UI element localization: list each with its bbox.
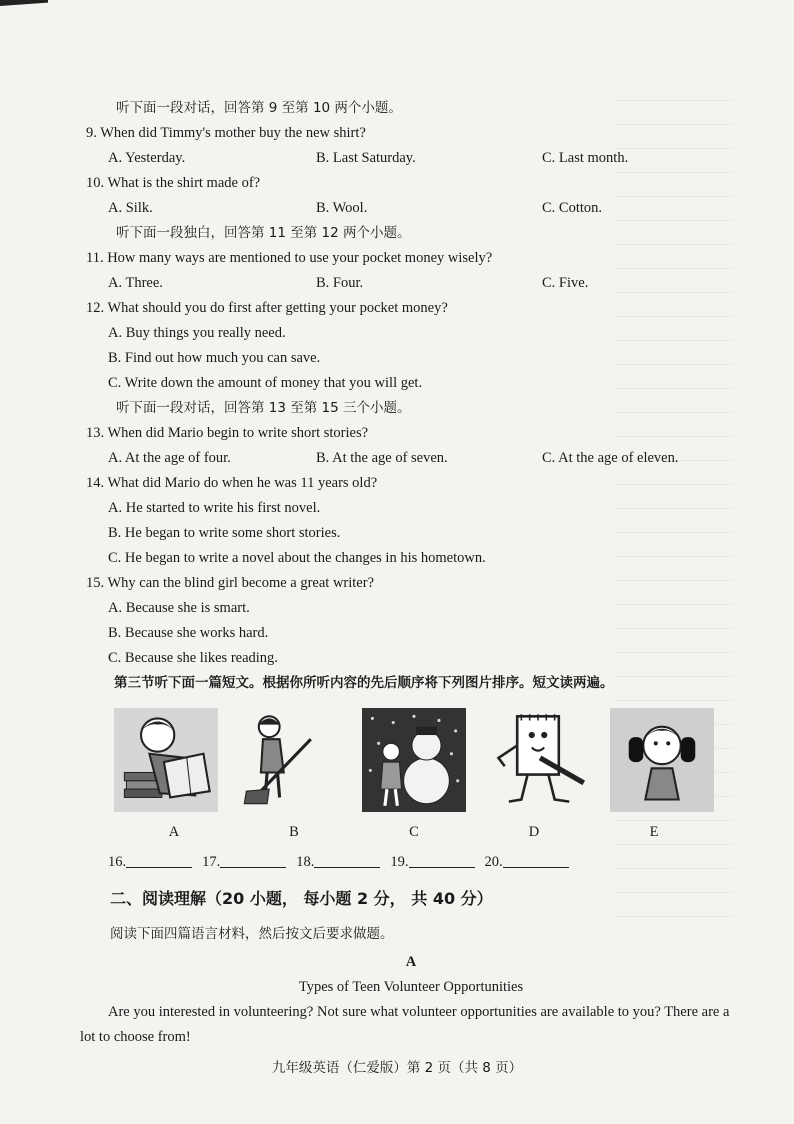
- instruction-13-15: 听下面一段对话，回答第 13 至第 15 三个小题。: [116, 400, 411, 416]
- blank-20-line[interactable]: [503, 851, 569, 868]
- exam-page: [80, 96, 736, 1050]
- option-14a: A. He started to write his first novel.: [108, 500, 321, 516]
- blank-18-number: 18.: [296, 854, 315, 870]
- option-9b: B. Last Saturday.: [316, 150, 416, 166]
- option-14b: B. He began to write some short stories.: [108, 525, 341, 541]
- option-9c: C. Last month.: [542, 150, 629, 166]
- option-14c: C. He began to write a novel about the changes in his hometown.: [108, 550, 486, 566]
- picture-label-b: B: [289, 824, 299, 840]
- scan-corner-mark: [0, 0, 48, 6]
- option-15b: B. Because she works hard.: [108, 625, 269, 641]
- blank-17-line[interactable]: [220, 851, 286, 868]
- option-10c: C. Cotton.: [542, 200, 603, 216]
- option-12a: A. Buy things you really need.: [108, 325, 286, 341]
- reading-instruction: 阅读下面四篇语言材料，然后按文后要求做题。: [110, 926, 394, 942]
- picture-c-snowman: [362, 708, 466, 812]
- option-10a: A. Silk.: [108, 200, 153, 216]
- options-11: [86, 271, 736, 296]
- blank-20-number: 20.: [484, 854, 503, 870]
- question-11: 11. How many ways are mentioned to use your pocket money wisely?: [86, 250, 493, 266]
- question-14: 14. What did Mario do when he was 11 years old?: [86, 475, 378, 491]
- blank-17-number: 17.: [202, 854, 221, 870]
- question-13: 13. When did Mario begin to write short stories?: [86, 425, 369, 441]
- blank-17: [202, 850, 286, 876]
- picture-e-boy-headphones: [610, 708, 714, 812]
- picture-label-d: D: [528, 824, 540, 840]
- blank-20: [485, 850, 569, 876]
- blank-19-number: 19.: [390, 854, 409, 870]
- instruction-11-12: 听下面一段独白，回答第 11 至第 12 两个小题。: [116, 225, 411, 241]
- option-11b: B. Four.: [316, 275, 364, 291]
- page-footer: 九年级英语（仁爱版）第 2 页（共 8 页）: [271, 1060, 523, 1076]
- passage-title: Types of Teen Volunteer Opportunities: [298, 979, 524, 995]
- question-9: 9. When did Timmy's mother buy the new shirt?: [86, 125, 366, 141]
- passage-paragraph-1: Are you interested in volunteering? Not sure what volunteer opportunities are available to you? There are a lot to choose from!: [80, 1004, 730, 1045]
- option-12c: C. Write down the amount of money that you will get.: [108, 375, 423, 391]
- reading-heading: 二、阅读理解（20 小题， 每小题 2 分， 共 40 分）: [110, 889, 493, 908]
- picture-row: [114, 704, 714, 812]
- question-15: 15. Why can the blind girl become a great writer?: [86, 575, 375, 591]
- picture-b-girl-sweeping: [238, 708, 342, 812]
- option-15c: C. Because she likes reading.: [108, 650, 278, 666]
- picture-label-a: A: [168, 824, 180, 840]
- picture-label-c: C: [409, 824, 419, 840]
- picture-d-notepad-pencil: [486, 708, 590, 812]
- options-9: [86, 146, 736, 171]
- section3-title: 第三节听下面一篇短文。根据你所听内容的先后顺序将下列图片排序。短文读两遍。: [114, 675, 614, 691]
- option-12b: B. Find out how much you can save.: [108, 350, 321, 366]
- option-11c: C. Five.: [542, 275, 589, 291]
- picture-labels: [114, 820, 714, 846]
- instruction-9-10: 听下面一段对话，回答第 9 至第 10 两个小题。: [116, 100, 402, 116]
- blank-16-number: 16.: [108, 854, 127, 870]
- option-13b: B. At the age of seven.: [316, 450, 448, 466]
- picture-a-boy-reading: [114, 708, 218, 812]
- passage-letter: A: [405, 954, 417, 970]
- blank-16-line[interactable]: [126, 851, 192, 868]
- option-13c: C. At the age of eleven.: [542, 450, 679, 466]
- blank-16: [108, 850, 192, 876]
- answer-blanks: [86, 850, 736, 876]
- option-11a: A. Three.: [108, 275, 163, 291]
- option-13a: A. At the age of four.: [108, 450, 231, 466]
- option-9a: A. Yesterday.: [108, 150, 186, 166]
- blank-18: [296, 850, 380, 876]
- picture-label-e: E: [649, 824, 659, 840]
- question-10: 10. What is the shirt made of?: [86, 175, 261, 191]
- options-10: [86, 196, 736, 221]
- blank-19: [390, 850, 474, 876]
- blank-19-line[interactable]: [409, 851, 475, 868]
- option-15a: A. Because she is smart.: [108, 600, 250, 616]
- options-13: [86, 446, 736, 471]
- blank-18-line[interactable]: [314, 851, 380, 868]
- question-12: 12. What should you do first after getting your pocket money?: [86, 300, 448, 316]
- option-10b: B. Wool.: [316, 200, 368, 216]
